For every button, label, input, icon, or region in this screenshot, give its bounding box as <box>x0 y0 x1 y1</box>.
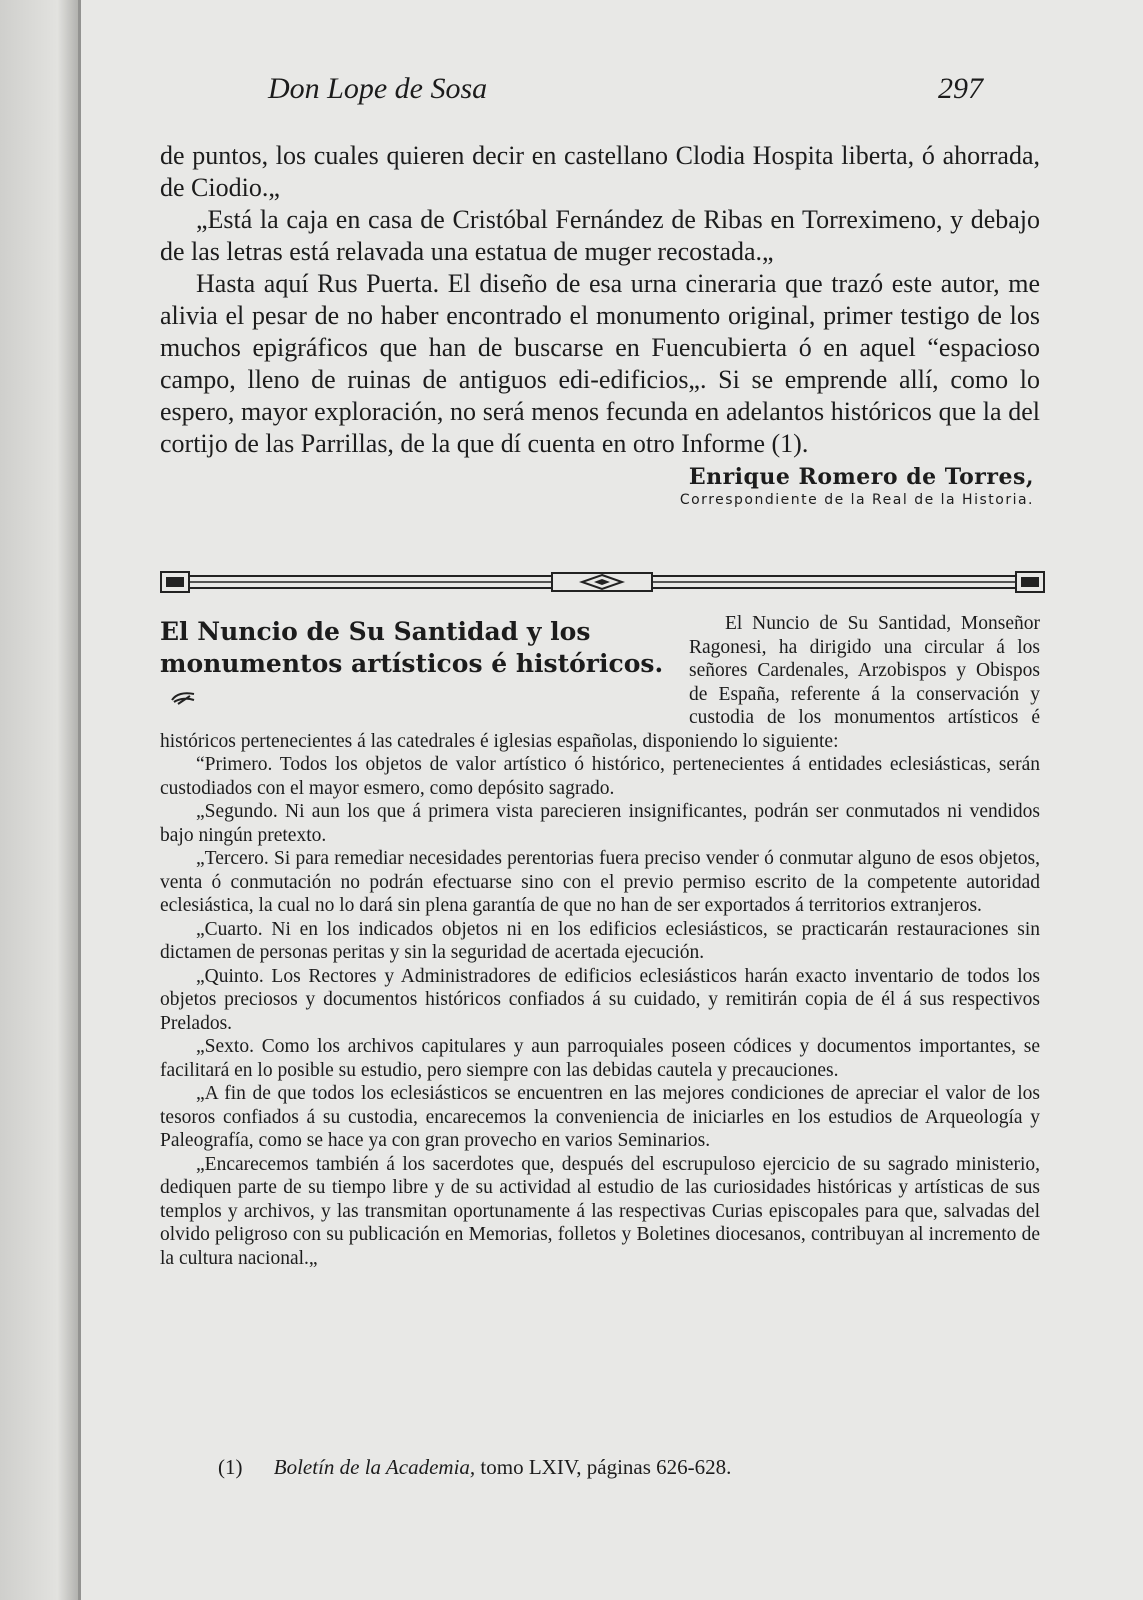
footnote-number: (1) <box>218 1455 243 1479</box>
footnote-volume: LXIV, <box>528 1455 582 1479</box>
running-title: Don Lope de Sosa <box>268 72 488 105</box>
hand-ornament-icon <box>170 690 196 706</box>
footnote-tomo: tomo <box>480 1455 524 1479</box>
ornamental-divider <box>160 570 1045 594</box>
paragraph: „Quinto. Los Rectores y Administradores de edificios eclesiásticos harán exacto inventario de todos los objetos preciosos y documentos históricos confiados á su cuidado, y remitirán copia de él á sus respectivos Prelados. <box>160 965 1040 1034</box>
page-number: 297 <box>938 72 983 105</box>
paragraph: „Encarecemos también á los sacerdotes que, después del escrupuloso ejercicio de su sagrado ministerio, dediquen parte de su tiempo libre y de su actividad al estudio de las curiosidades históricas y artísticas de sus templos y archivos, y las transmitan oportunamente á las respectivas Curias episcopales para que, salvadas del olvido peligroso con su publicación en Memorias, folletos y Boletines diocesanos, contribuyan al incremento de la cultura nacional.„ <box>160 1153 1040 1269</box>
nuncio-article <box>160 600 1040 1270</box>
paragraph: „A fin de que todos los eclesiásticos se encuentren en las mejores condiciones de apreciar el valor de los tesoros confiados á su custodia, encarecemos la conveniencia de iniciarles en los estudios de Arqueología y Paleografía, como se hace ya con gran provecho en varios Seminarios. <box>160 1083 1040 1151</box>
paragraph: „Cuarto. Ni en los indicados objetos ni en los edificios eclesiásticos, se practicarán restauraciones sin dictamen de personas peritas y sin la seguridad de acertada ejecución. <box>160 918 1040 963</box>
article-title: El Nuncio de Su Santidad y los monumentos artísticos é históricos. <box>160 616 665 712</box>
paragraph: „Tercero. Si para remediar necesidades perentorias fuera preciso vender ó conmutar alguno de esos objetos, venta ó conmutación no podrán efectuarse sino con el previo permiso escrito de la competente autoridad eclesiástica, la cual no lo dará sin plena garantía de que no han de ser exportados á territorios extranjeros. <box>160 848 1040 916</box>
book-gutter <box>0 0 82 1600</box>
signature: Enrique Romero de Torres, <box>688 464 1034 490</box>
page-header <box>268 72 983 112</box>
footnote-title: Boletín de la Academia, <box>273 1455 476 1479</box>
paragraph: El Nuncio de Su Santidad, Monseñor Ragonesi, ha dirigido una circular á los señores Cardenales, Arzobispos y Obispos de España, referente á la conservación y custodia de los monumentos artísticos é históricos pertenecientes á las catedrales é iglesias españolas, disponiendo lo siguiente: <box>160 613 1040 752</box>
footnote <box>218 1455 731 1480</box>
paragraph: de puntos, los cuales quieren decir en castellano Clodia Hospita liberta, ó ahorrada, de Ciodio.„ <box>160 141 1040 202</box>
footnote-pages: páginas 626-628. <box>586 1455 732 1479</box>
paragraph: Hasta aquí Rus Puerta. El diseño de esa urna cineraria que trazó este autor, me alivia el pesar de no haber encontrado el monumento original, primer testigo de los muchos epigráficos que han de buscarse en Fuencubierta ó en aquel “espacioso campo, lleno de ruinas de antiguos edi-edificios„. Si se emprende allí, como lo espero, mayor exploración, no será menos fecunda en adelantos históricos que la del cortijo de las Parrillas, de la que dí cuenta en otro Informe (1). <box>160 269 1040 458</box>
signature-role: Correspondiente de la Real de la Historia. <box>679 492 1034 508</box>
paragraph: “Primero. Todos los objetos de valor artístico ó histórico, pertenecientes á entidades eclesiásticas, serán custodiados con el mayor esmero, como depósito sagrado. <box>160 754 1040 799</box>
continued-text <box>160 140 1040 508</box>
paragraph: „Sexto. Como los archivos capitulares y aun parroquiales poseen códices y documentos importantes, se facilitará en lo posible su estudio, pero siempre con las debidas cautela y precauciones. <box>160 1036 1040 1081</box>
paragraph: „Está la caja en casa de Cristóbal Fernández de Ribas en Torreximeno, y debajo de las letras está relavada una estatua de muger recostada.„ <box>160 205 1040 266</box>
paragraph: „Segundo. Ni aun los que á primera vista parecieren insignificantes, podrán ser conmutados ni vendidos bajo ningún pretexto. <box>160 801 1040 846</box>
spine-shadow <box>78 0 81 1600</box>
